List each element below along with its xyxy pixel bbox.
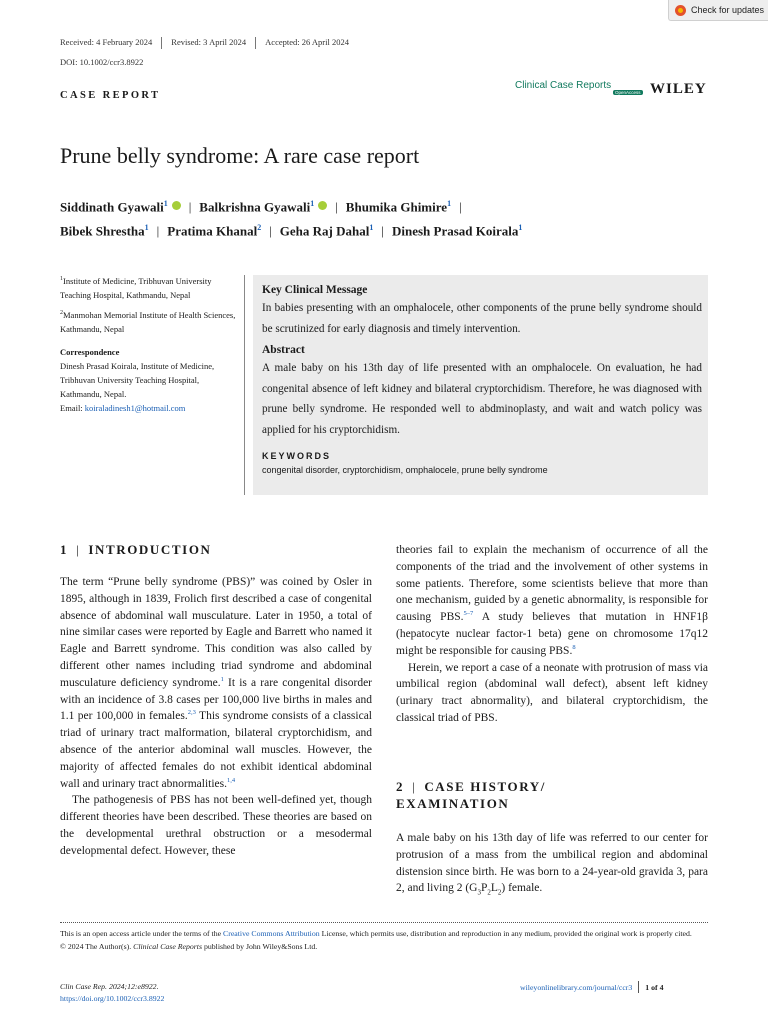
email-link[interactable]: koiraladinesh1@hotmail.com [84,402,186,413]
check-for-updates-button[interactable] [668,0,768,21]
correspondence-text: Dinesh Prasad Koirala, Institute of Medicine, Tribhuvan University Teaching Hospital, Kathmandu, Nepal. [60,360,215,399]
citation: Clin Case Rep. 2024;12:e8922. [60,982,159,991]
page-number: 1 of 4 [645,982,664,992]
abstract-text: A male baby on his 13th day of life presented with an omphalocele. On evaluation, he had congenital absence of left kidney and bilateral cryptorchidism. Therefore, he was diagnosed with prune belly syndrome. He responded well to abdminoplasty, and wait and watch policy was applied for his cryptorchidism. [262,362,702,436]
license-link[interactable]: Creative Commons Attribution [223,929,320,938]
orcid-icon[interactable] [318,201,327,210]
section-1-heading: 1 | INTRODUCTION [60,542,212,557]
author[interactable]: Pratima Khanal$^2$ [167,223,262,239]
revised-date: Revised: 3 April 2024 [171,37,256,49]
authors-line-2: Bibek Shrestha$^1$ | Pratima Khanal$^2$ | Geha Raj Dahal$^1$ | Dinesh Prasad Koirala$^1$ [60,223,523,239]
citation-link[interactable]: 5–7 [463,610,474,618]
author[interactable]: Siddinath Gyawali$^1$ [60,199,181,215]
copyright: © 2024 The Author(s). Clinical Case Reports published by John Wiley&Sons Ltd. [60,941,318,951]
abstract-box [253,275,708,495]
intro-paragraph-4: Herein, we report a case of a neonate with protrusion of mass via umbilical region (abdominal wall defect), absent left kidney (urinary tract abnormality), and bilateral cryptorchidism, the classical triad of PBS. [396,661,708,724]
open-access-badge: OpenAccess [615,90,641,95]
correspondence-heading: Correspondence [60,346,120,357]
column-2-body [396,542,708,727]
crossmark-icon [675,5,686,16]
affiliations [60,272,240,415]
doi: DOI: 10.1002/ccr3.8922 [60,57,144,67]
intro-paragraph-3: theories fail to explain the mechanism of occurrence of all the components of the triad and the involvement of other systems in some patients. Therefore, some scientists believe that more than one mechanism, guided by a genetic abnormality, is responsible for causing PBS.$^{5-7}$ A study believes that mutation in HNF1β (hepatocyte nuclear factor-1 beta) gene on chromosome 17q12 might be responsible for causing PBS.$^8$ [396,544,708,657]
divider [244,275,245,495]
author[interactable]: Bhumika Ghimire$^1$ [345,199,452,215]
received-date: Received: 4 February 2024 [60,37,162,49]
check-for-updates-label: Check for updates [691,5,765,15]
journal-site-link[interactable]: wileyonlinelibrary.com/journal/ccr3 [520,982,633,992]
footer-right [520,981,664,993]
column-1-body [60,574,372,860]
publisher-logo: WILEY [650,81,707,97]
section-2-heading: 2 | CASE HISTORY/ EXAMINATION [396,779,546,811]
journal-name-link[interactable]: Clinical Case Reports [515,80,612,91]
author[interactable]: Bibek Shrestha$^1$ [60,223,149,239]
correspondence-email: Email: koiraladinesh1@hotmail.com [60,402,186,413]
citation-link[interactable]: 1,4 [227,776,236,784]
citation-link[interactable]: 2,3 [187,709,196,717]
affiliation-2: $^2$Manmohan Memorial Institute of Health Sciences, Kathmandu, Nepal [60,309,236,334]
affiliation-1: $^1$Institute of Medicine, Tribhuvan University Teaching Hospital, Kathmandu, Nepal [60,275,212,300]
author[interactable]: Geha Raj Dahal$^1$ [279,223,374,239]
article-dates [60,37,367,49]
article-type: CASE REPORT [60,90,161,101]
abstract-heading: Abstract [262,344,305,356]
author[interactable]: Balkrishna Gyawali$^1$ [199,199,327,215]
keywords: congenital disorder, cryptorchidism, omphalocele, prune belly syndrome [262,465,548,475]
doi-link[interactable]: https://doi.org/10.1002/ccr3.8922 [60,994,165,1003]
intro-paragraph-1: The term “Prune belly syndrome (PBS)” was coined by Osler in 1895, although in 1839, Frolich first described a case of congenital absence of abdominal wall musculature. Later in 1950, a total of nine similar cases were reported by Eagle and Barrett who named it Eagle and Barrett syndrome. This condition was also called by different other names including triad syndrome and abdominal musculature deficiency syndrome.$^1$ It is a rare congenital disorder with an incidence of 3.8 cases per 100,000 live births in males and 1.1 per 100,000 in females.$^{2,3}$ This syndrome consists of a classical triad of urinary tract malformation, bilateral cryptorchidism, and absence of the anterior abdominal wall muscles. However, the majority of affected females do not exhibit identical abdominal wall and urinary tract abnormalities.$^{1,4}$ [60,576,373,790]
license-note: This is an open access article under the terms of the Creative Commons Attribution License, which permits use, distribution and reproduction in any medium, provided the original work is properly cited. © 2024 The Author(s). Clinical Case Reports published by John Wiley&Sons Ltd. [60,928,708,953]
case-paragraph-1: A male baby on his 13th day of life was referred to our center for protrusion of a mass from the umbilical region and abdominal distension since birth. He was born to a 24-year-old gravida 3, para 2, and living 2 $(G_3P_2L_2)$ female. [396,832,708,897]
key-clinical-message-text: In babies presenting with an omphalocele, other components of the prune belly syndrome should be scrutinized for early diagnosis and timely intervention. [262,302,702,335]
intro-paragraph-2: The pathogenesis of PBS has not been well-defined yet, though different theories have been described. These theories are based on the developmental urethral obstruction or a mesodermal developmental defect. However, these [60,794,372,857]
accepted-date: Accepted: 26 April 2024 [265,37,349,47]
footer-divider [60,922,708,923]
orcid-icon[interactable] [172,201,181,210]
citation-info [60,981,164,1005]
authors-line-1: Siddinath Gyawali$^1$ | Balkrishna Gyawali$^1$ | Bhumika Ghimire$^1$ | [60,199,462,215]
key-clinical-message-heading: Key Clinical Message [262,284,368,296]
author[interactable]: Dinesh Prasad Koirala$^1$ [391,223,523,239]
keywords-heading: KEYWORDS [262,451,332,461]
citation-link[interactable]: 1 [220,675,224,683]
article-title: Prune belly syndrome: A rare case report [60,143,420,168]
citation-link[interactable]: 8 [572,643,576,651]
case-history-body [396,830,708,901]
